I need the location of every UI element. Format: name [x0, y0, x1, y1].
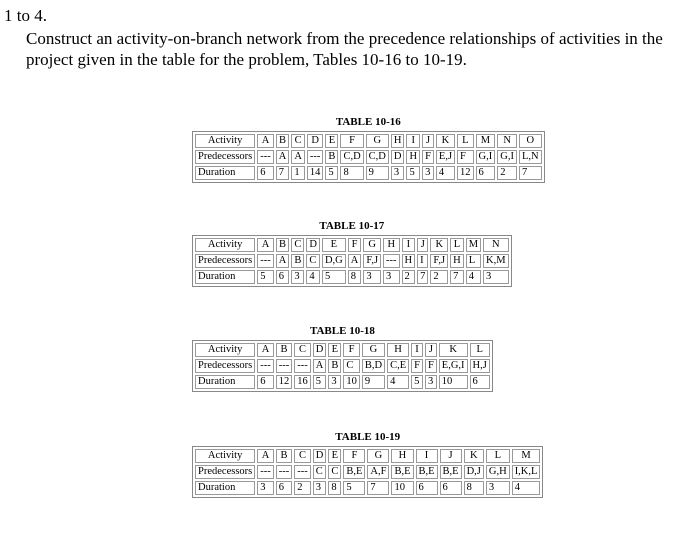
activity-cell: H	[391, 134, 405, 148]
predecessors-cell: F	[411, 359, 423, 373]
predecessors-cell: B	[291, 254, 304, 268]
predecessors-cell: ---	[257, 254, 274, 268]
duration-cell: 4	[512, 481, 541, 495]
activity-cell: K	[464, 449, 484, 463]
table-10-19	[192, 431, 543, 498]
duration-cell: 7	[450, 270, 464, 284]
predecessors-cell: B	[325, 150, 338, 164]
table-title: TABLE 10-19	[335, 431, 401, 443]
duration-cell: 1	[291, 166, 305, 180]
duration-cell: 6	[416, 481, 438, 495]
duration-cell: 6	[257, 375, 274, 389]
duration-cell: 2	[294, 481, 311, 495]
activity-cell: E	[328, 343, 341, 357]
predecessors-cell: H	[406, 150, 420, 164]
activity-row	[195, 238, 509, 252]
table-10-18	[192, 325, 493, 392]
activity-cell: E	[325, 134, 338, 148]
predecessors-cell: B,E	[416, 465, 438, 479]
predecessors-cell: E,G,I	[439, 359, 468, 373]
predecessors-cell: C,D	[366, 150, 389, 164]
duration-cell: 3	[483, 270, 509, 284]
activity-cell: A	[257, 238, 274, 252]
activity-cell: J	[425, 343, 437, 357]
duration-row	[195, 375, 490, 389]
activity-cell: J	[417, 238, 428, 252]
predecessors-cell: H	[450, 254, 464, 268]
duration-cell: 7	[276, 166, 290, 180]
duration-cell: 2	[430, 270, 448, 284]
activity-cell: D	[313, 343, 327, 357]
predecessors-cell: C,E	[387, 359, 409, 373]
predecessors-cell: ---	[383, 254, 400, 268]
row-label: Predecessors	[195, 359, 255, 373]
duration-cell: 3	[486, 481, 510, 495]
activity-cell: C	[291, 134, 305, 148]
duration-cell: 4	[306, 270, 320, 284]
duration-cell: 3	[291, 270, 304, 284]
activity-cell: G	[366, 134, 389, 148]
predecessors-cell: A	[348, 254, 362, 268]
predecessors-cell: B,E	[440, 465, 462, 479]
duration-cell: 6	[276, 481, 293, 495]
activity-cell: D	[306, 238, 320, 252]
duration-cell: 6	[476, 166, 496, 180]
predecessors-cell: ---	[276, 465, 293, 479]
predecessors-cell: D	[391, 150, 405, 164]
activity-cell: F	[340, 134, 363, 148]
duration-cell: 5	[257, 270, 274, 284]
row-label: Duration	[195, 375, 255, 389]
row-label: Predecessors	[195, 150, 255, 164]
predecessors-cell: A	[276, 254, 290, 268]
row-label: Predecessors	[195, 254, 255, 268]
predecessors-cell: G,H	[486, 465, 510, 479]
duration-cell: 3	[383, 270, 400, 284]
precedence-table	[192, 446, 543, 498]
duration-row	[195, 166, 542, 180]
duration-cell: 3	[422, 166, 434, 180]
row-label: Duration	[195, 166, 255, 180]
duration-cell: 5	[325, 166, 338, 180]
activity-cell: F	[343, 343, 360, 357]
duration-cell: 3	[425, 375, 437, 389]
predecessors-cell: G,I	[497, 150, 517, 164]
predecessors-cell: F,J	[430, 254, 448, 268]
activity-cell: I	[402, 238, 416, 252]
row-label: Predecessors	[195, 465, 255, 479]
table-10-16	[192, 116, 545, 183]
duration-cell: 4	[436, 166, 455, 180]
predecessors-cell: A,F	[367, 465, 389, 479]
table-title: TABLE 10-18	[309, 325, 375, 337]
duration-cell: 2	[402, 270, 416, 284]
duration-cell: 2	[497, 166, 517, 180]
duration-cell: 7	[417, 270, 428, 284]
duration-row	[195, 481, 540, 495]
predecessors-cell: C	[328, 465, 341, 479]
predecessors-cell: ---	[276, 359, 293, 373]
duration-cell: 5	[411, 375, 423, 389]
predecessors-row	[195, 254, 509, 268]
duration-cell: 5	[313, 375, 327, 389]
row-label: Activity	[195, 449, 255, 463]
activity-cell: M	[466, 238, 481, 252]
predecessors-cell: A	[276, 150, 290, 164]
table-title: TABLE 10-16	[335, 116, 401, 128]
duration-cell: 6	[276, 270, 290, 284]
predecessors-cell: L,N	[519, 150, 542, 164]
precedence-table	[192, 131, 545, 183]
duration-cell: 10	[391, 481, 413, 495]
row-label: Activity	[195, 134, 255, 148]
predecessors-cell: F,J	[363, 254, 381, 268]
predecessors-cell: ---	[257, 150, 274, 164]
activity-row	[195, 343, 490, 357]
row-label: Duration	[195, 481, 255, 495]
duration-cell: 16	[294, 375, 311, 389]
duration-cell: 3	[257, 481, 274, 495]
problem-number: 1 to 4.	[4, 6, 47, 25]
predecessors-cell: K,M	[483, 254, 509, 268]
duration-cell: 6	[470, 375, 490, 389]
activity-cell: B	[276, 238, 290, 252]
activity-cell: C	[294, 449, 311, 463]
activity-row	[195, 449, 540, 463]
activity-cell: I	[406, 134, 420, 148]
predecessors-cell: B,E	[343, 465, 365, 479]
table-title: TABLE 10-17	[319, 220, 385, 232]
precedence-table	[192, 235, 512, 287]
activity-cell: A	[257, 449, 274, 463]
duration-cell: 10	[439, 375, 468, 389]
predecessors-cell: F	[422, 150, 434, 164]
predecessors-cell: B,E	[391, 465, 413, 479]
activity-cell: M	[476, 134, 496, 148]
duration-cell: 8	[464, 481, 484, 495]
duration-cell: 5	[322, 270, 346, 284]
activity-cell: L	[486, 449, 510, 463]
duration-cell: 5	[406, 166, 420, 180]
duration-cell: 14	[307, 166, 324, 180]
activity-cell: F	[348, 238, 362, 252]
activity-cell: B	[276, 449, 293, 463]
predecessors-cell: H	[402, 254, 416, 268]
activity-cell: N	[483, 238, 509, 252]
predecessors-cell: B	[328, 359, 341, 373]
activity-cell: C	[291, 238, 304, 252]
activity-cell: G	[363, 238, 381, 252]
table-10-17	[192, 220, 512, 287]
activity-cell: C	[294, 343, 311, 357]
duration-cell: 6	[257, 166, 274, 180]
row-label: Duration	[195, 270, 255, 284]
duration-cell: 4	[387, 375, 409, 389]
precedence-table	[192, 340, 493, 392]
duration-cell: 8	[340, 166, 363, 180]
predecessors-cell: G,I	[476, 150, 496, 164]
duration-row	[195, 270, 509, 284]
predecessors-cell: C	[313, 465, 327, 479]
activity-cell: F	[343, 449, 365, 463]
activity-cell: L	[457, 134, 474, 148]
activity-cell: H	[387, 343, 409, 357]
activity-cell: D	[313, 449, 327, 463]
activity-cell: E	[322, 238, 346, 252]
duration-cell: 12	[276, 375, 293, 389]
problem-statement: Construct an activity-on-branch network from the precedence relationships of activities in the project given in the table for the problem, Tables 10-16 to 10-19.	[26, 29, 663, 69]
predecessors-cell: D,J	[464, 465, 484, 479]
activity-cell: B	[276, 343, 293, 357]
activity-cell: K	[439, 343, 468, 357]
activity-cell: E	[328, 449, 341, 463]
activity-cell: A	[257, 134, 274, 148]
activity-cell: I	[416, 449, 438, 463]
predecessors-cell: ---	[257, 465, 274, 479]
duration-cell: 10	[343, 375, 360, 389]
activity-cell: L	[450, 238, 464, 252]
activity-cell: K	[436, 134, 455, 148]
duration-cell: 7	[519, 166, 542, 180]
predecessors-row	[195, 465, 540, 479]
duration-cell: 5	[343, 481, 365, 495]
duration-cell: 8	[328, 481, 341, 495]
predecessors-cell: H,J	[470, 359, 490, 373]
duration-cell: 3	[363, 270, 381, 284]
row-label: Activity	[195, 343, 255, 357]
duration-cell: 6	[440, 481, 462, 495]
activity-cell: G	[367, 449, 389, 463]
duration-cell: 7	[367, 481, 389, 495]
duration-cell: 9	[366, 166, 389, 180]
predecessors-cell: F	[457, 150, 474, 164]
activity-cell: O	[519, 134, 542, 148]
row-label: Activity	[195, 238, 255, 252]
activity-cell: G	[362, 343, 385, 357]
activity-row	[195, 134, 542, 148]
activity-cell: H	[391, 449, 413, 463]
predecessors-cell: I,K,L	[512, 465, 541, 479]
predecessors-cell: B,D	[362, 359, 385, 373]
activity-cell: M	[512, 449, 541, 463]
predecessors-cell: ---	[294, 465, 311, 479]
predecessors-cell: E,J	[436, 150, 455, 164]
activity-cell: N	[497, 134, 517, 148]
duration-cell: 3	[313, 481, 327, 495]
activity-cell: B	[276, 134, 290, 148]
duration-cell: 8	[348, 270, 362, 284]
predecessors-cell: L	[466, 254, 481, 268]
predecessors-cell: ---	[307, 150, 324, 164]
activity-cell: I	[411, 343, 423, 357]
predecessors-row	[195, 359, 490, 373]
predecessors-cell: D,G	[322, 254, 346, 268]
predecessors-cell: ---	[257, 359, 274, 373]
activity-cell: L	[470, 343, 490, 357]
activity-cell: D	[307, 134, 324, 148]
duration-cell: 3	[328, 375, 341, 389]
predecessors-cell: A	[291, 150, 305, 164]
duration-cell: 12	[457, 166, 474, 180]
predecessors-cell: F	[425, 359, 437, 373]
activity-cell: J	[440, 449, 462, 463]
activity-cell: K	[430, 238, 448, 252]
predecessors-cell: I	[417, 254, 428, 268]
duration-cell: 4	[466, 270, 481, 284]
activity-cell: A	[257, 343, 274, 357]
duration-cell: 3	[391, 166, 405, 180]
activity-cell: J	[422, 134, 434, 148]
activity-cell: H	[383, 238, 400, 252]
predecessors-row	[195, 150, 542, 164]
predecessors-cell: C	[343, 359, 360, 373]
predecessors-cell: C	[306, 254, 320, 268]
predecessors-cell: C,D	[340, 150, 363, 164]
predecessors-cell: A	[313, 359, 327, 373]
predecessors-cell: ---	[294, 359, 311, 373]
duration-cell: 9	[362, 375, 385, 389]
